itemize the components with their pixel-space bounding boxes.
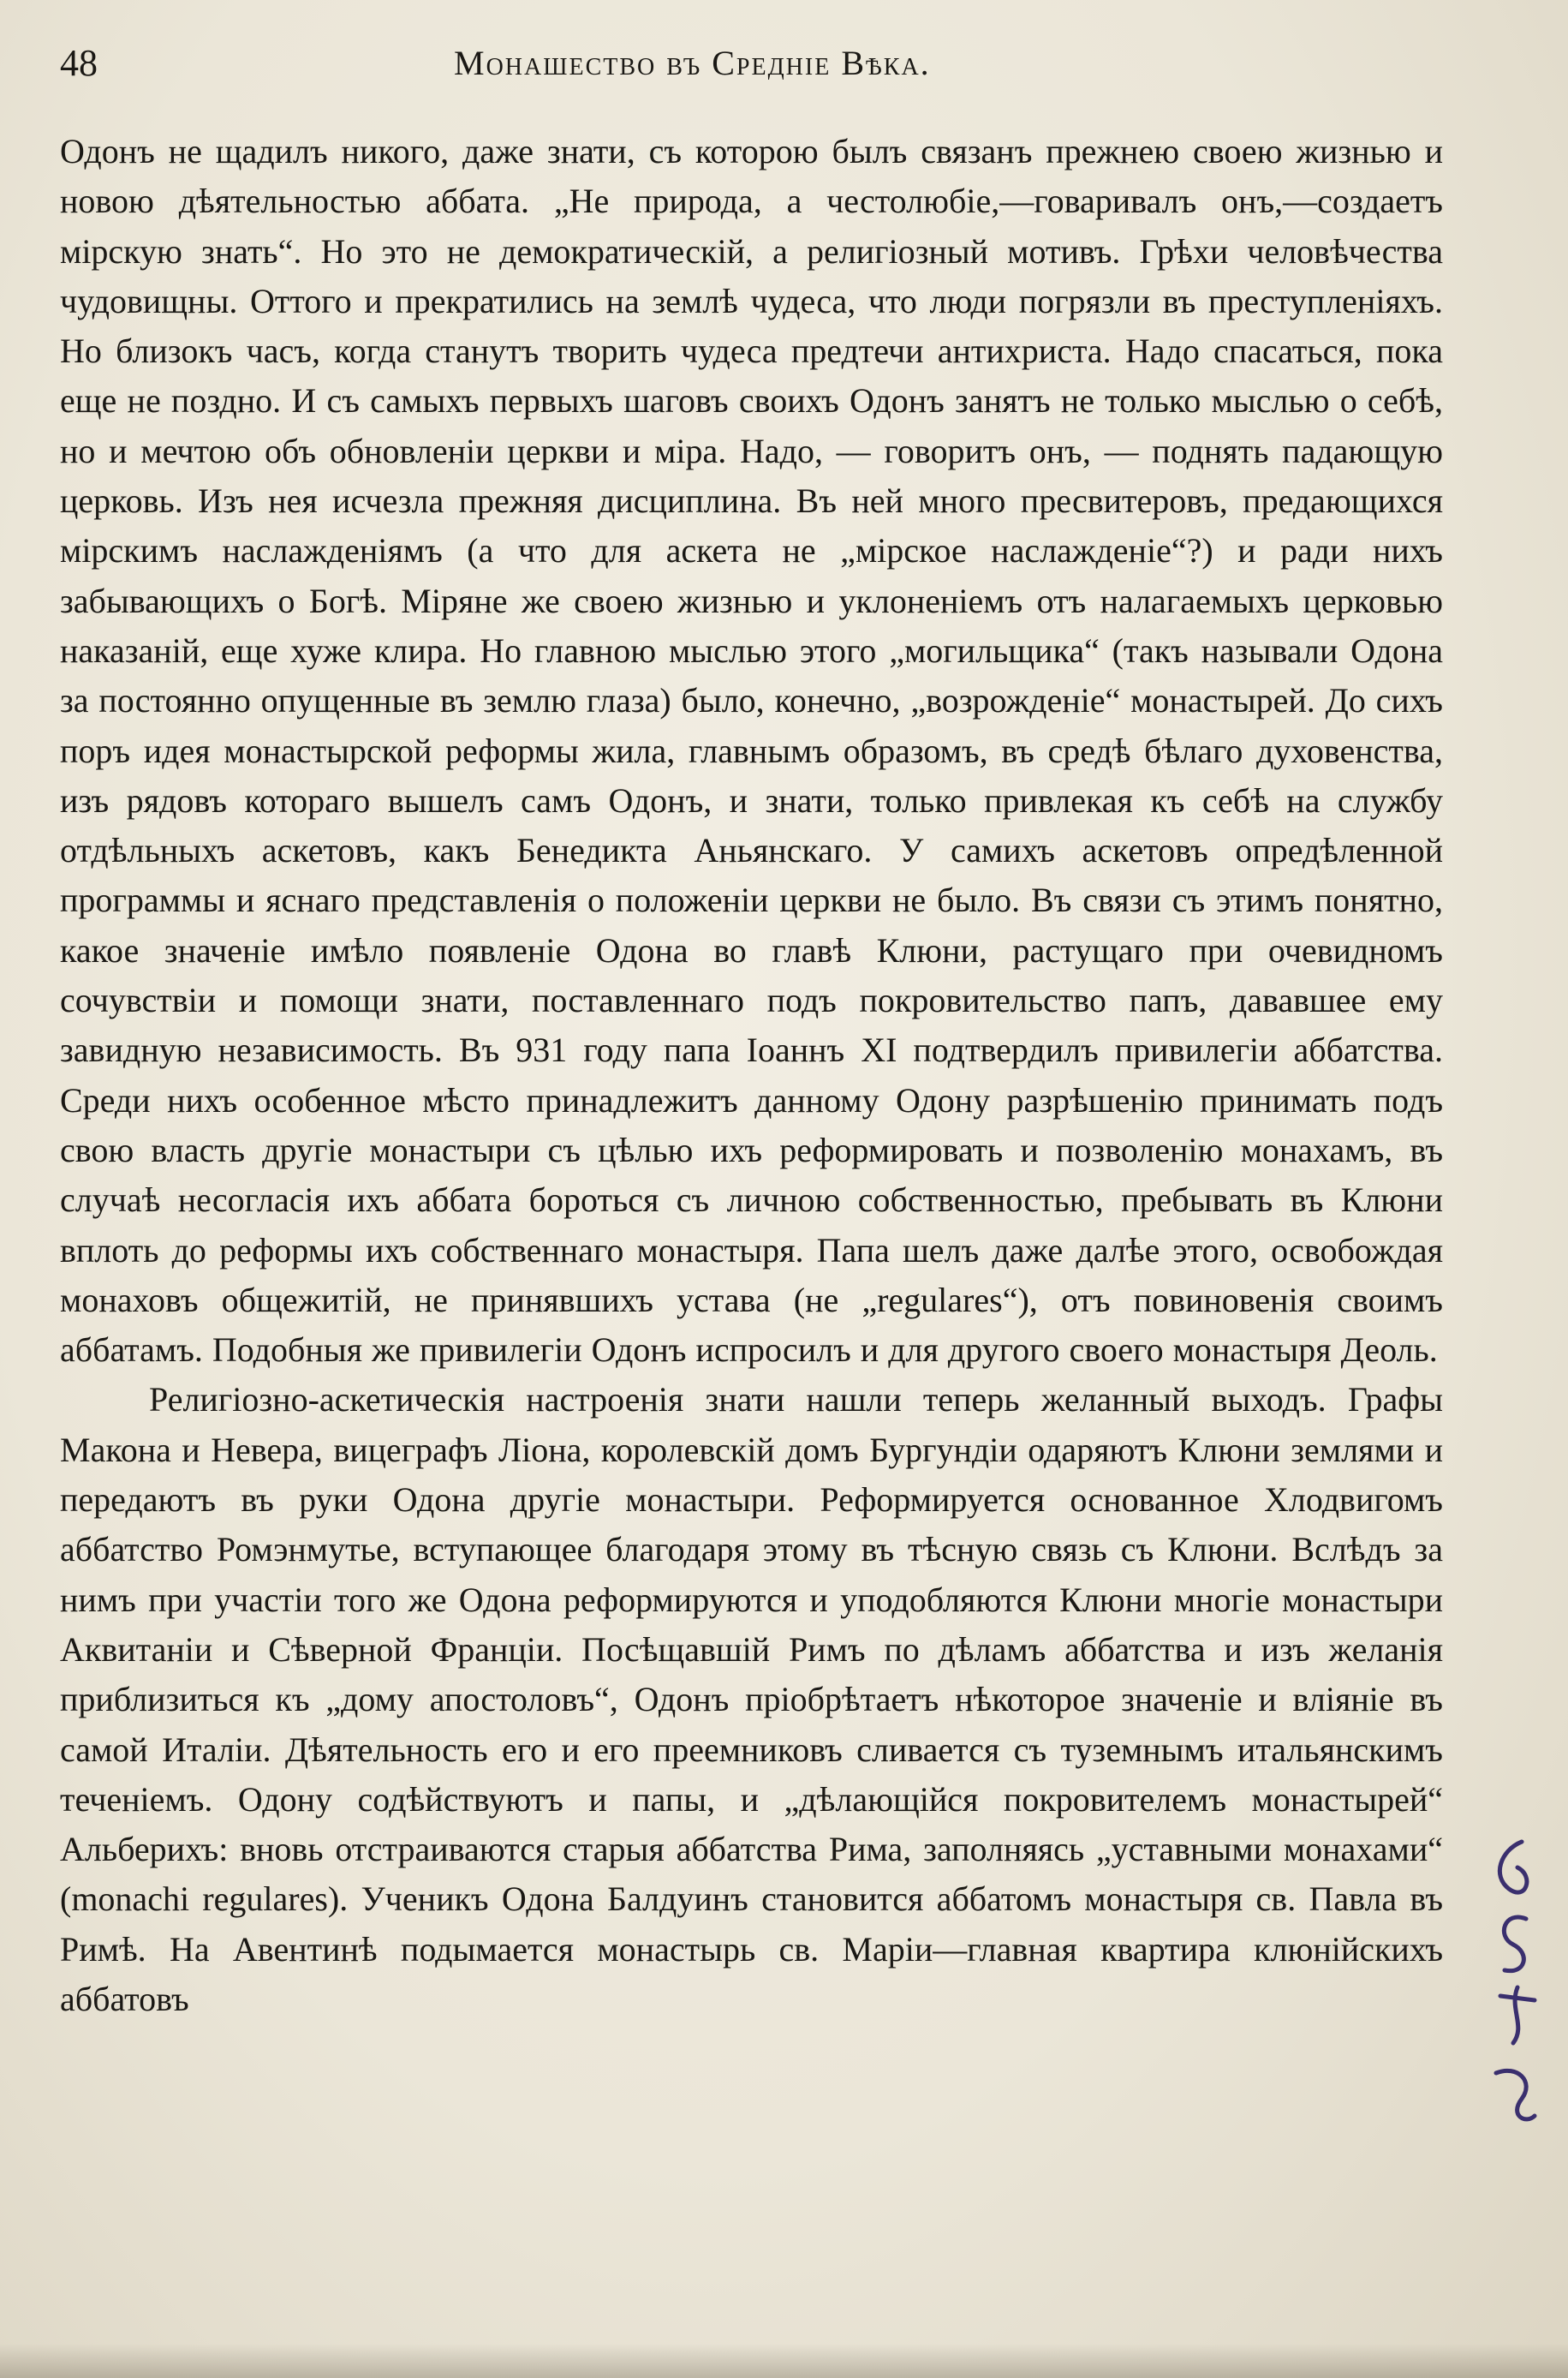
page-number: 48 [60,42,98,84]
body-text [60,127,1443,2024]
running-title: Монашество въ Средніе Вѣка. [454,44,931,82]
paragraph-nobility: Религіозно-аскетическія настроенія знати нашли теперь желанный выходъ. Графы Макона и Невера, вицеграфъ Ліона, королевскій домъ Бургундіи одаряютъ Клюни землями и передаютъ въ руки Одона другіе монастыри. Реформируется основанное Хлодвигомъ аббатство Ромэнмутье, вступающее благодаря этому въ тѣсную связь съ Клюни. Вслѣдъ за нимъ при участіи того же Одона реформируются и уподобляются Клюни многіе монастыри Аквитаніи и Сѣверной Франціи. Посѣщавшій Римъ по дѣламъ аббатства и изъ желанія приблизиться къ „дому апостоловъ“, Одонъ пріобрѣтаетъ нѣкоторое значеніе и вліяніе въ самой Италіи. Дѣятельность его и его преемниковъ сливается съ туземнымъ итальянскимъ теченіемъ. Одону содѣйствуютъ и папы, и „дѣлающійся покровителемъ монастырей“ Альберихъ: вновь отстраиваются старыя аббатства Рима, заполняясь „уставными монахами“ (monachi regulares). Ученикъ Одона Балдуинъ становится аббатомъ монастыря св. Павла въ Римѣ. На Авентинѣ подымается монастырь св. Маріи—главная квартира клюнійскихъ аббатовъ [60,1380,1443,2018]
handwritten-margin-note [1475,1825,1543,2133]
handwritten-margin-note-drawing [1475,1825,1543,2133]
page-edge-shadow [0,2344,1568,2378]
paragraph-odon: Одонъ не щадилъ никого, даже знати, съ которою былъ связанъ прежнею своею жизнью и новою дѣятельностью аббата. „Не природа, а честолюбіе,—говаривалъ онъ,—создаетъ мірскую знать“. Но это не демократическій, а религіозный мотивъ. Грѣхи человѣчества чудовищны. Оттого и прекратились на землѣ чудеса, что люди погрязли въ преступленіяхъ. Но близокъ часъ, когда станутъ творить чудеса предтечи антихриста. Надо спасаться, пока еще не поздно. И съ самыхъ первыхъ шаговъ своихъ Одонъ занятъ не только мыслью о себѣ, но и мечтою объ обновленіи церкви и міра. Надо, — говоритъ онъ, — поднять падающую церковь. Изъ нея исчезла прежняя дисциплина. Въ ней много пресвитеровъ, предающихся мірскимъ наслажденіямъ (а что для аскета не „мірское наслажденіе“?) и ради нихъ забывающихъ о Богѣ. Міряне же своею жизнью и уклоненіемъ отъ налагаемыхъ церковью наказаній, еще хуже клира. Но главною мыслью этого „могильщика“ (такъ называли Одона за постоянно опущенные въ землю глаза) было, конечно, „возрожденіе“ монастырей. До сихъ поръ идея монастырской реформы жила, главнымъ образомъ, въ средѣ бѣлаго духовенства, изъ рядовъ котораго вышелъ самъ Одонъ, и знати, только привлекая къ себѣ на службу отдѣльныхъ аскетовъ, какъ Бенедикта Аньянскаго. У самихъ аскетовъ опредѣленной программы и яснаго представленія о положеніи церкви не было. Въ связи съ этимъ понятно, какое значеніе имѣло появленіе Одона во главѣ Клюни, растущаго при очевидномъ сочувствіи и помощи знати, поставленнаго подъ покровительство папъ, дававшее ему завидную независимость. Въ 931 году папа Іоаннъ XI подтвердилъ привилегіи аббатства. Среди нихъ особенное мѣсто принадлежитъ данному Одону разрѣшенію принимать подъ свою власть другіе монастыри съ цѣлью ихъ реформировать и позволенію монахамъ, въ случаѣ несогласія ихъ аббата бороться съ личною собственностью, пребывать въ Клюни вплоть до реформы ихъ собственнаго монастыря. Папа шелъ даже далѣе этого, освобождая монаховъ общежитій, не принявшихъ устава (не „regulares“), отъ повиновенія своимъ аббатамъ. Подобныя же привилегіи Одонъ испросилъ и для другого своего монастыря Деоль. [60,132,1443,1370]
page-header [60,41,1439,93]
